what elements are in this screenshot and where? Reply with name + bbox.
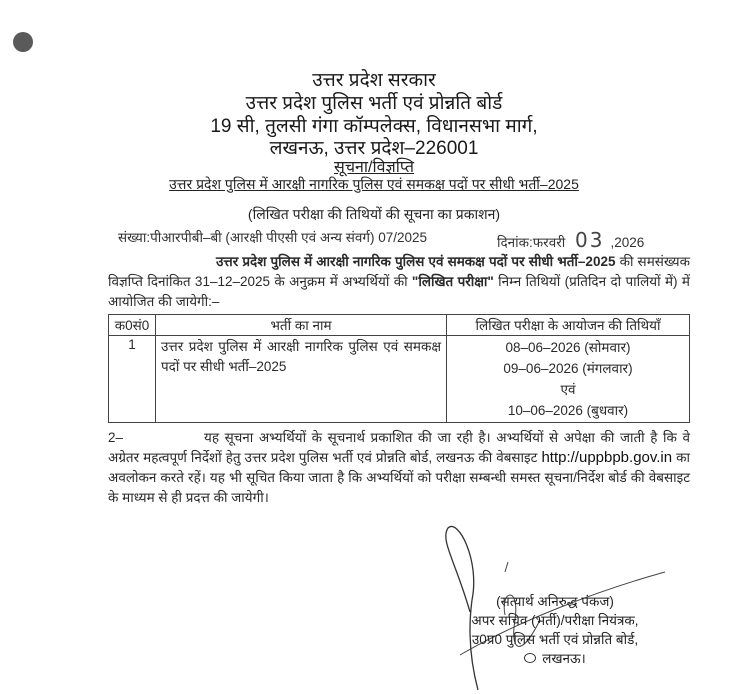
signatory-organisation: उ0प्र0 पुलिस भर्ती एवं प्रोन्नति बोर्ड, bbox=[471, 632, 639, 647]
header-name: भर्ती का नाम bbox=[156, 315, 447, 336]
header-line-4: लखनऊ, उत्तर प्रदेश–226001 bbox=[269, 138, 479, 159]
subtitle: (लिखित परीक्षा की तिथियों की सूचना का प्रकाशन) bbox=[247, 206, 501, 222]
paragraph-2-text: यह सूचना अभ्यर्थियों के सूचनार्थ प्रकाशित की जा रही है। अभ्यर्थियों से अपेक्षा की जाती है कि वे अग्रेतर महत्वपूर्ण निर्देशों हेतु उत्तर प्रदेश पुलिस भर्ती एवं प्रोन्नति बोर्ड, लखनऊ की वेबसाइट bbox=[108, 430, 690, 465]
date-1: 08–06–2026 (सोमवार) bbox=[505, 340, 631, 355]
paragraph-2-number: 2– bbox=[108, 430, 124, 445]
header-sno: क0सं0 bbox=[109, 315, 156, 336]
signatory-name: (सत्यार्थ अनिरुद्ध पंकज) bbox=[496, 594, 614, 609]
date-2: 09–06–2026 (मंगलवार) bbox=[503, 361, 633, 376]
header-line-2: उत्तर प्रदेश पुलिस भर्ती एवं प्रोन्नति बोर्ड bbox=[245, 93, 503, 114]
paragraph-1-text: की समसंख्यक विज्ञप्ति दिनांकित 31–12–2025 के अनुक्रम में अभ्यर्थियों की bbox=[108, 254, 690, 289]
date-label: दिनांक:फरवरी bbox=[497, 235, 566, 250]
date-year: ,2026 bbox=[610, 235, 645, 250]
date-3: 10–06–2026 (बुधवार) bbox=[507, 403, 629, 418]
header-dates: लिखित परीक्षा के आयोजन की तिथियॉं bbox=[447, 315, 690, 336]
subject-heading: उत्तर प्रदेश पुलिस में आरक्षी नागरिक पुलिस एवं समकक्ष पदों पर सीधी भर्ती–2025 bbox=[169, 176, 579, 192]
signature-block bbox=[420, 592, 690, 668]
signatory-city bbox=[420, 649, 690, 668]
cell-name: उत्तर प्रदेश पुलिस में आरक्षी नागरिक पुलिस एवं समकक्ष पदों पर सीधी भर्ती–2025 bbox=[156, 336, 447, 423]
paragraph-2-text-2: का अवलोकन करते रहें। यह भी सूचित किया जाता है कि अभ्यर्थियों को परीक्षा सम्बन्धी समस्त सूचना/निर्देश बोर्ड की वेबसाइट के माध्यम से ही प्रदत्त की जायेगी। bbox=[108, 450, 690, 505]
city-text: लखनऊ। bbox=[542, 651, 586, 666]
header-line-1: उत्तर प्रदेश सरकार bbox=[312, 70, 436, 91]
signatory-designation: अपर सचिव (भर्ती)/परीक्षा नियंत्रक, bbox=[471, 613, 639, 628]
date-day: 03 bbox=[575, 228, 605, 252]
paragraph-1-bold: उत्तर प्रदेश पुलिस में आरक्षी नागरिक पुलिस एवं समकक्ष पदों पर सीधी भर्ती–2025 bbox=[216, 254, 616, 269]
notice-heading: सूचना/विज्ञप्ति bbox=[334, 159, 414, 176]
reference-number: संख्या:पीआरपीबी–बी (आरक्षी पीएसी एवं अन्य संवर्ग) 07/2025 bbox=[118, 230, 428, 245]
header-line-3: 19 सी, तुलसी गंगा कॉम्पलेक्स, विधानसभा मार्ग, bbox=[210, 116, 538, 137]
website-link[interactable]: http://uppbpb.gov.in bbox=[541, 449, 673, 466]
cell-sno: 1 bbox=[109, 336, 156, 423]
date-and: एवं bbox=[560, 382, 576, 397]
paragraph-1-bold-2: "लिखित परीक्षा" bbox=[411, 274, 494, 289]
paragraph-1-text-2: निम्न तिथियों (प्रतिदिन दो पालियों में) में आयोजित की जायेगी:– bbox=[108, 274, 690, 309]
